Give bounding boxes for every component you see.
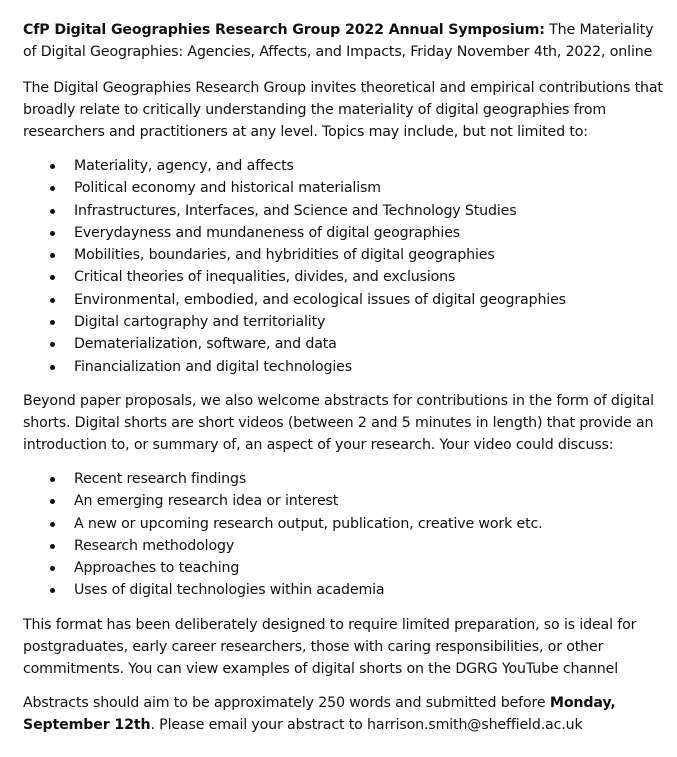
list-item: A new or upcoming research output, publication, creative work etc. xyxy=(23,513,663,535)
digital-shorts-paragraph: Beyond paper proposals, we also welcome abstracts for contributions in the form of digital shorts. Digital shorts are short videos (between 2 and 5 minutes in length) that provide an introduction to, or summary of, an aspect of your research. Your video could discuss: xyxy=(23,392,654,453)
symposium-subtitle: The Materiality of Digital Geographies: Agencies, Affects, and Impacts, Friday November 4th, 2022, online xyxy=(23,22,654,60)
document-body xyxy=(23,19,663,736)
list-item: Approaches to teaching xyxy=(23,557,663,579)
list-item: Digital cartography and territoriality xyxy=(23,311,663,333)
submission-deadline: Monday, September 12th xyxy=(23,694,616,733)
list-item: Materiality, agency, and affects xyxy=(23,155,663,177)
list-item: Uses of digital technologies within academia xyxy=(23,579,663,601)
list-item: Recent research findings xyxy=(23,468,663,490)
topics-list xyxy=(23,155,663,378)
video-topics-list xyxy=(23,468,663,602)
list-item: Environmental, embodied, and ecological issues of digital geographies xyxy=(23,289,663,311)
list-item: Political economy and historical materialism xyxy=(23,177,663,199)
list-item: Critical theories of inequalities, divides, and exclusions xyxy=(23,266,663,288)
symposium-title: CfP Digital Geographies Research Group 2022 Annual Symposium: xyxy=(23,22,545,38)
submission-text-after: . Please email your abstract to harrison.smith@sheffield.ac.uk xyxy=(150,716,583,733)
list-item: Mobilities, boundaries, and hybridities of digital geographies xyxy=(23,244,663,266)
list-item: Research methodology xyxy=(23,535,663,557)
submission-text-before: Abstracts should aim to be approximately 250 words and submitted before xyxy=(23,694,550,711)
submission-paragraph xyxy=(23,692,663,736)
list-item: Dematerialization, software, and data xyxy=(23,333,663,355)
list-item: Infrastructures, Interfaces, and Science and Technology Studies xyxy=(23,200,663,222)
list-item: An emerging research idea or interest xyxy=(23,490,663,512)
list-item: Everydayness and mundaneness of digital geographies xyxy=(23,222,663,244)
format-paragraph: This format has been deliberately designed to require limited preparation, so is ideal for postgraduates, early career researchers, those with caring responsibilities, or other commitments. You can view examples of digital shorts on the DGRG YouTube channel xyxy=(23,616,637,677)
list-item: Financialization and digital technologies xyxy=(23,356,663,378)
intro-paragraph: The Digital Geographies Research Group invites theoretical and empirical contributions that broadly relate to critically understanding the materiality of digital geographies from researchers and practitioners at any level. Topics may include, but not limited to: xyxy=(23,80,663,140)
title-paragraph xyxy=(23,19,663,63)
